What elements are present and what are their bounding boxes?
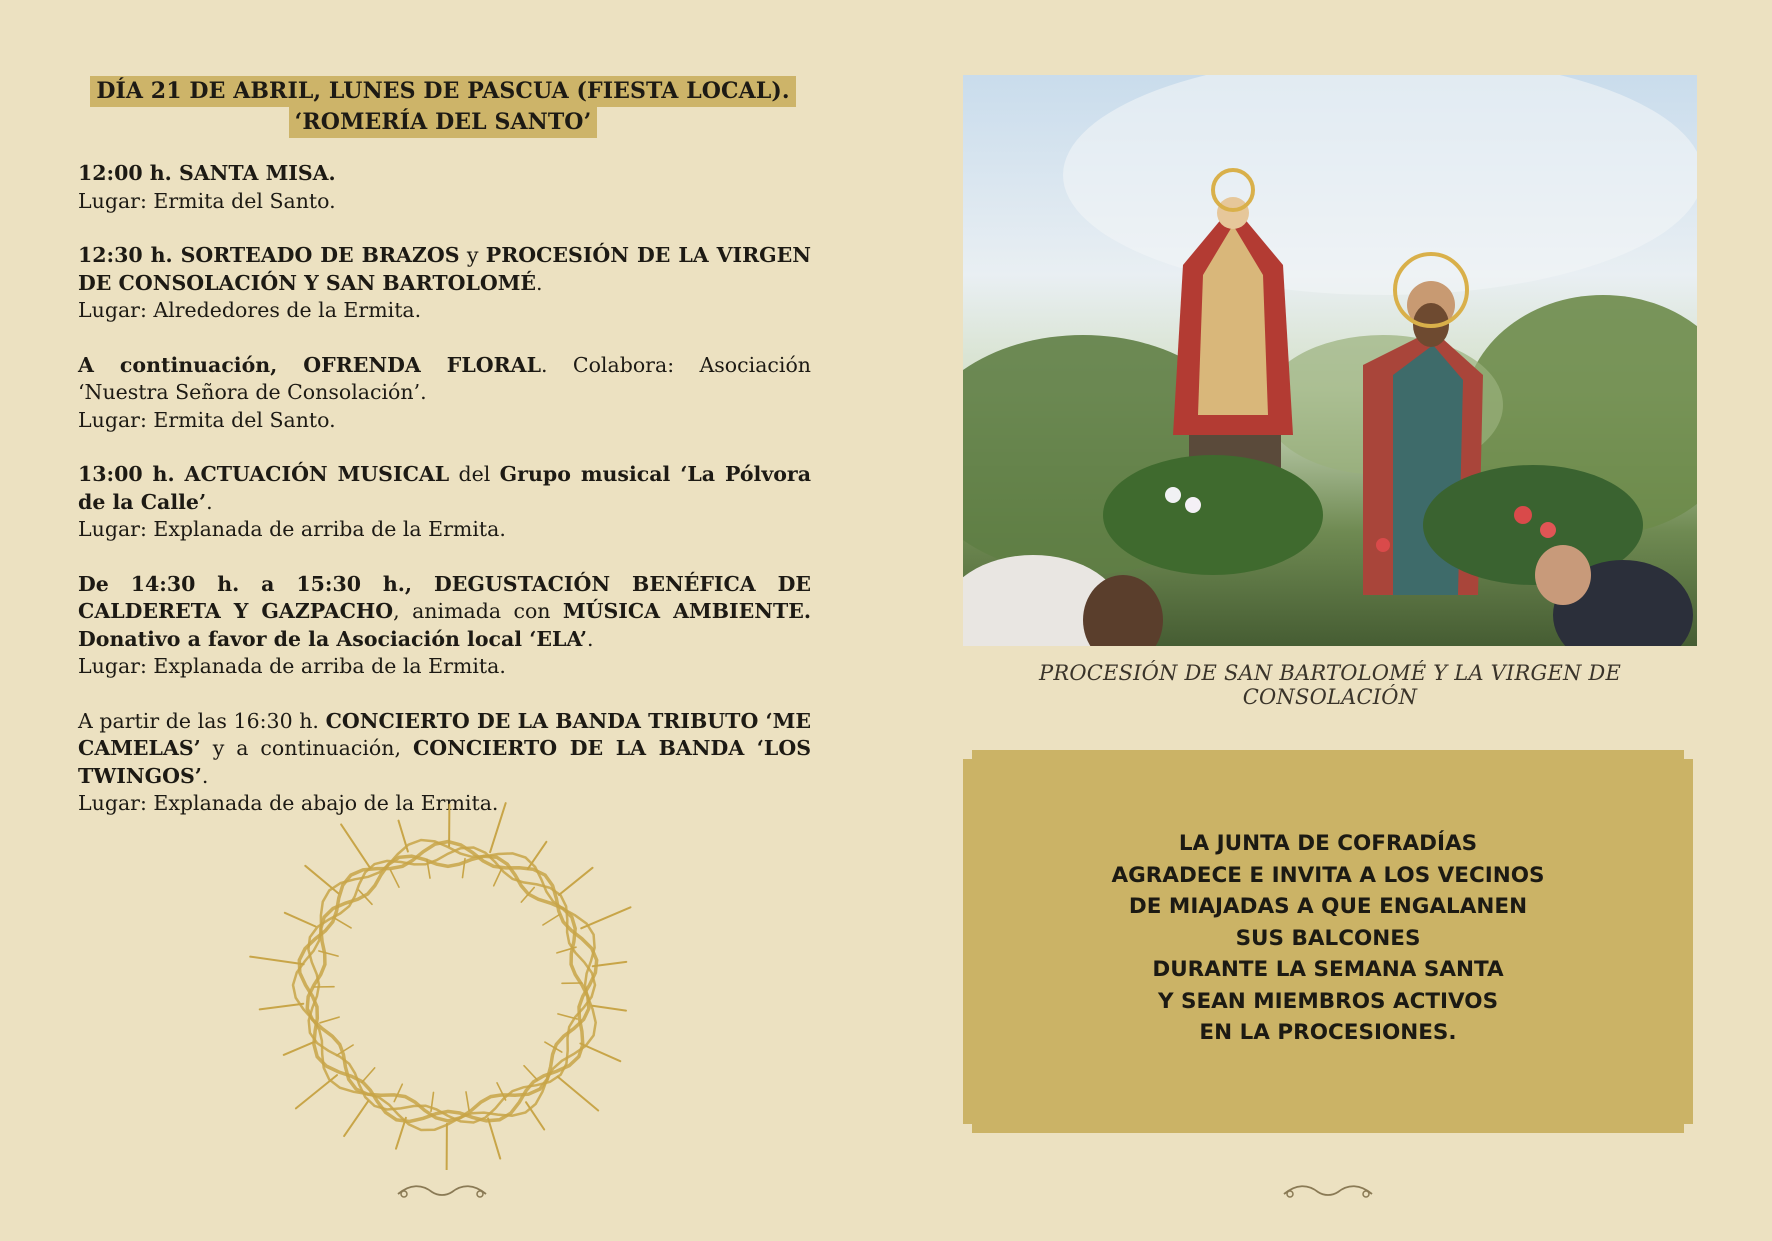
program-location: Lugar: Explanada de abajo de la Ermita.	[78, 791, 499, 815]
program-time: 13:00 h. ACTUACIÓN MUSICAL	[78, 462, 450, 486]
header-line-2: ‘ROMERÍA DEL SANTO’	[289, 107, 598, 138]
program-item	[78, 160, 811, 215]
program-end: .	[536, 270, 543, 295]
program-title: MÚSICA AMBIENTE. Donativo a favor de la Asociación local ‘ELA’	[78, 599, 812, 651]
notice-box	[963, 750, 1693, 1133]
program-location: Lugar: Ermita del Santo.	[78, 407, 336, 432]
notice-text	[963, 828, 1693, 1049]
notice-line: LA JUNTA DE COFRADÍAS	[1178, 831, 1478, 856]
notice-line: DE MIAJADAS A QUE ENGALANEN	[1128, 894, 1528, 919]
program-end: .	[586, 626, 594, 651]
program-time: 12:00 h. SANTA MISA.	[78, 161, 336, 185]
corner-notch	[1684, 1124, 1693, 1133]
program-end: .	[206, 489, 213, 514]
corner-notch	[1684, 750, 1693, 759]
flourish-icon	[392, 1180, 492, 1204]
program-time: A continuación, OFRENDA FLORAL	[78, 352, 541, 377]
corner-notch	[963, 750, 972, 759]
procession-illustration	[963, 75, 1697, 646]
program-end: .	[201, 763, 209, 788]
header-line-1: DÍA 21 DE ABRIL, LUNES DE PASCUA (FIESTA LOCAL).	[90, 76, 795, 107]
photo-caption: PROCESIÓN DE SAN BARTOLOMÉ Y LA VIRGEN DE CONSOLACIÓN	[1039, 661, 1621, 709]
program-location: Lugar: Ermita del Santo.	[78, 188, 336, 213]
flourish-icon	[1278, 1180, 1378, 1204]
program-pre: A partir de las 16:30 h.	[78, 708, 326, 733]
program-join: y	[459, 243, 486, 267]
notice-line: Y SEAN MIEMBROS ACTIVOS	[1157, 988, 1499, 1014]
crown-of-thorns-icon	[238, 790, 658, 1170]
program-join: del	[449, 462, 500, 486]
corner-notch	[963, 1124, 972, 1133]
program-list	[78, 160, 811, 845]
program-item	[78, 571, 811, 681]
program-location: Lugar: Explanada de arriba de la Ermita.	[78, 654, 506, 678]
program-join: , animada con	[393, 599, 563, 623]
program-item	[78, 242, 811, 325]
program-time: CONCIERTO DE LA BANDA TRIBUTO ‘ME CAMELAS’	[78, 708, 811, 760]
program-item	[78, 352, 811, 435]
notice-line: SUS BALCONES	[1235, 925, 1421, 951]
program-rest: . Colabora: Asociación ‘Nuestra Señora de Consolación’.	[78, 352, 811, 404]
notice-line: AGRADECE E INVITA A LOS VECINOS	[1111, 862, 1545, 888]
program-item	[78, 461, 811, 544]
program-location: Lugar: Explanada de arriba de la Ermita.	[78, 517, 506, 541]
program-time: De 14:30 h. a 15:30 h., DEGUSTACIÓN BENÉFICA DE CALDERETA Y GAZPACHO	[78, 571, 811, 623]
event-header	[0, 76, 886, 138]
program-join: y a continuación,	[200, 736, 413, 760]
program-title: CONCIERTO DE LA BANDA ‘LOS TWINGOS’	[78, 736, 811, 788]
program-title: Grupo musical ‘La Pólvora de la Calle’	[78, 462, 812, 514]
notice-line: EN LA PROCESIONES.	[1199, 1020, 1457, 1045]
notice-line: DURANTE LA SEMANA SANTA	[1152, 957, 1504, 982]
program-title: PROCESIÓN DE LA VIRGEN DE CONSOLACIÓN Y SAN BARTOLOMÉ	[78, 243, 811, 295]
program-location: Lugar: Alrededores de la Ermita.	[78, 298, 422, 322]
procession-photo	[963, 75, 1697, 646]
program-time: 12:30 h. SORTEADO DE BRAZOS	[78, 243, 460, 267]
